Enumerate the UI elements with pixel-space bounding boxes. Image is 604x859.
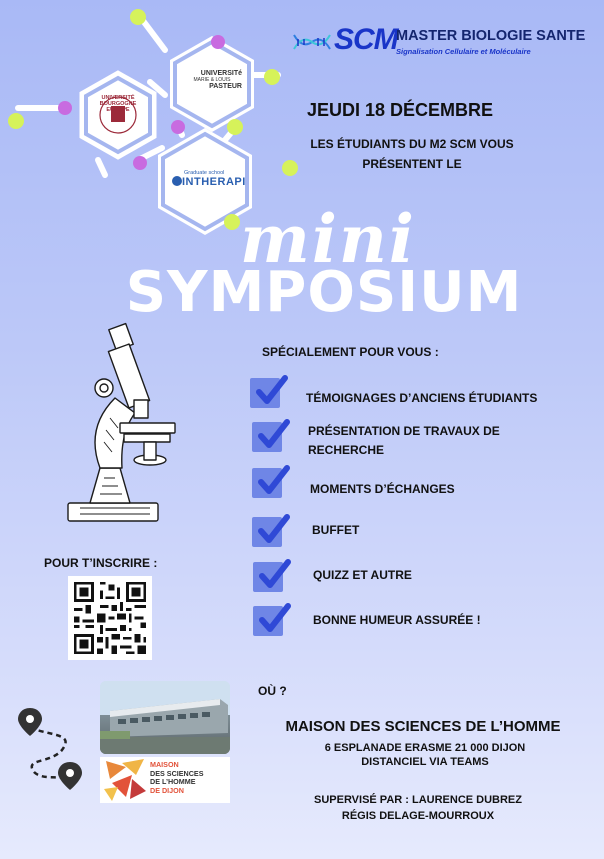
program-heading: SPÉCIALEMENT POUR VOUS : [262,345,439,359]
title-mini: mini [240,200,416,278]
decor-dot [8,113,24,129]
location-place: MAISON DES SCIENCES DE L’HOMME [285,718,561,735]
decor-dot [224,214,240,230]
check-icon [252,420,286,454]
route-map-icon [14,706,86,792]
dna-icon [292,27,332,57]
bourgogne-logo-text: UNIVERSITÉ BOURGOGNE EUROPE [99,95,137,113]
intro-line-1: LES ÉTUDIANTS DU M2 SCM VOUS [310,137,514,151]
program-item-line1: MOMENTS D’ÉCHANGES [310,482,455,496]
pasteur-line2: MARIE & LOUIS [193,77,231,83]
decor-dot [133,156,147,170]
title-symposium: SYMPOSIUM [125,260,523,325]
check-icon [253,604,287,638]
msh-line1: MAISON [150,760,179,769]
microscope-icon [60,318,190,528]
msh-line4: DE DIJON [150,785,184,795]
decor-dot [58,101,72,115]
msh-line2: DES SCIENCES [150,768,204,778]
program-item [310,480,455,499]
program-item-line1: BUFFET [312,523,360,537]
program-item [308,422,500,460]
program-item-line1: QUIZZ ET AUTRE [313,568,412,582]
check-icon [252,466,286,500]
scm-acronym: SCM [334,23,398,56]
program-item [313,611,481,630]
supervision-block [260,792,576,824]
location-address: 6 ESPLANADE ERASME 21 000 DIJON [324,742,526,754]
msh-logo-text [150,761,204,795]
location-address-block [265,741,585,769]
intro-line-2: PRÉSENTENT LE [362,157,462,171]
program-item-line2: RECHERCHE [308,443,385,457]
check-icon [252,515,286,549]
pasteur-logo [182,70,242,90]
supervision-line-1: SUPERVISÉ PAR : LAURENCE DUBREZ [313,794,522,806]
check-icon [253,560,287,594]
supervision-line-2: RÉGIS DELAGE-MOURROUX [341,810,495,822]
scm-brand [292,25,590,61]
building-photo [100,681,230,754]
decor-dot [227,119,243,135]
event-date: JEUDI 18 DÉCEMBRE [306,100,494,120]
msh-logo [100,757,230,803]
program-item [312,521,359,540]
intherapi-label: INTHERAPI [182,176,246,188]
registration-label: POUR T’INSCRIRE : [44,556,158,570]
pasteur-line1: UNIVERSITé [200,70,242,77]
program-item-line1: TÉMOIGNAGES D’ANCIENS ÉTUDIANTS [306,391,538,405]
decor-dot [130,9,146,25]
decor-dot [211,35,225,49]
program-item-line1: PRÉSENTATION DE TRAVAUX DE [308,424,500,438]
decor-dot [171,120,185,134]
program-item [306,389,537,408]
msh-line3: DE L’HOMME [150,777,196,786]
location-remote: DISTANCIEL VIA TEAMS [361,756,489,768]
location-question: OÙ ? [258,684,287,698]
pasteur-line3: PASTEUR [209,83,242,90]
registration-qr-code[interactable] [68,576,152,660]
master-subtitle: Signalisation Cellulaire et Moléculaire [396,47,531,56]
master-title: MASTER BIOLOGIE SANTE [396,28,586,44]
program-item-line1: BONNE HUMEUR ASSURÉE ! [313,613,481,627]
check-icon [250,376,284,410]
intherapi-logo [170,170,250,188]
decor-dot [264,69,280,85]
graduate-school-label: Graduate school [184,170,225,176]
program-item [313,566,412,585]
